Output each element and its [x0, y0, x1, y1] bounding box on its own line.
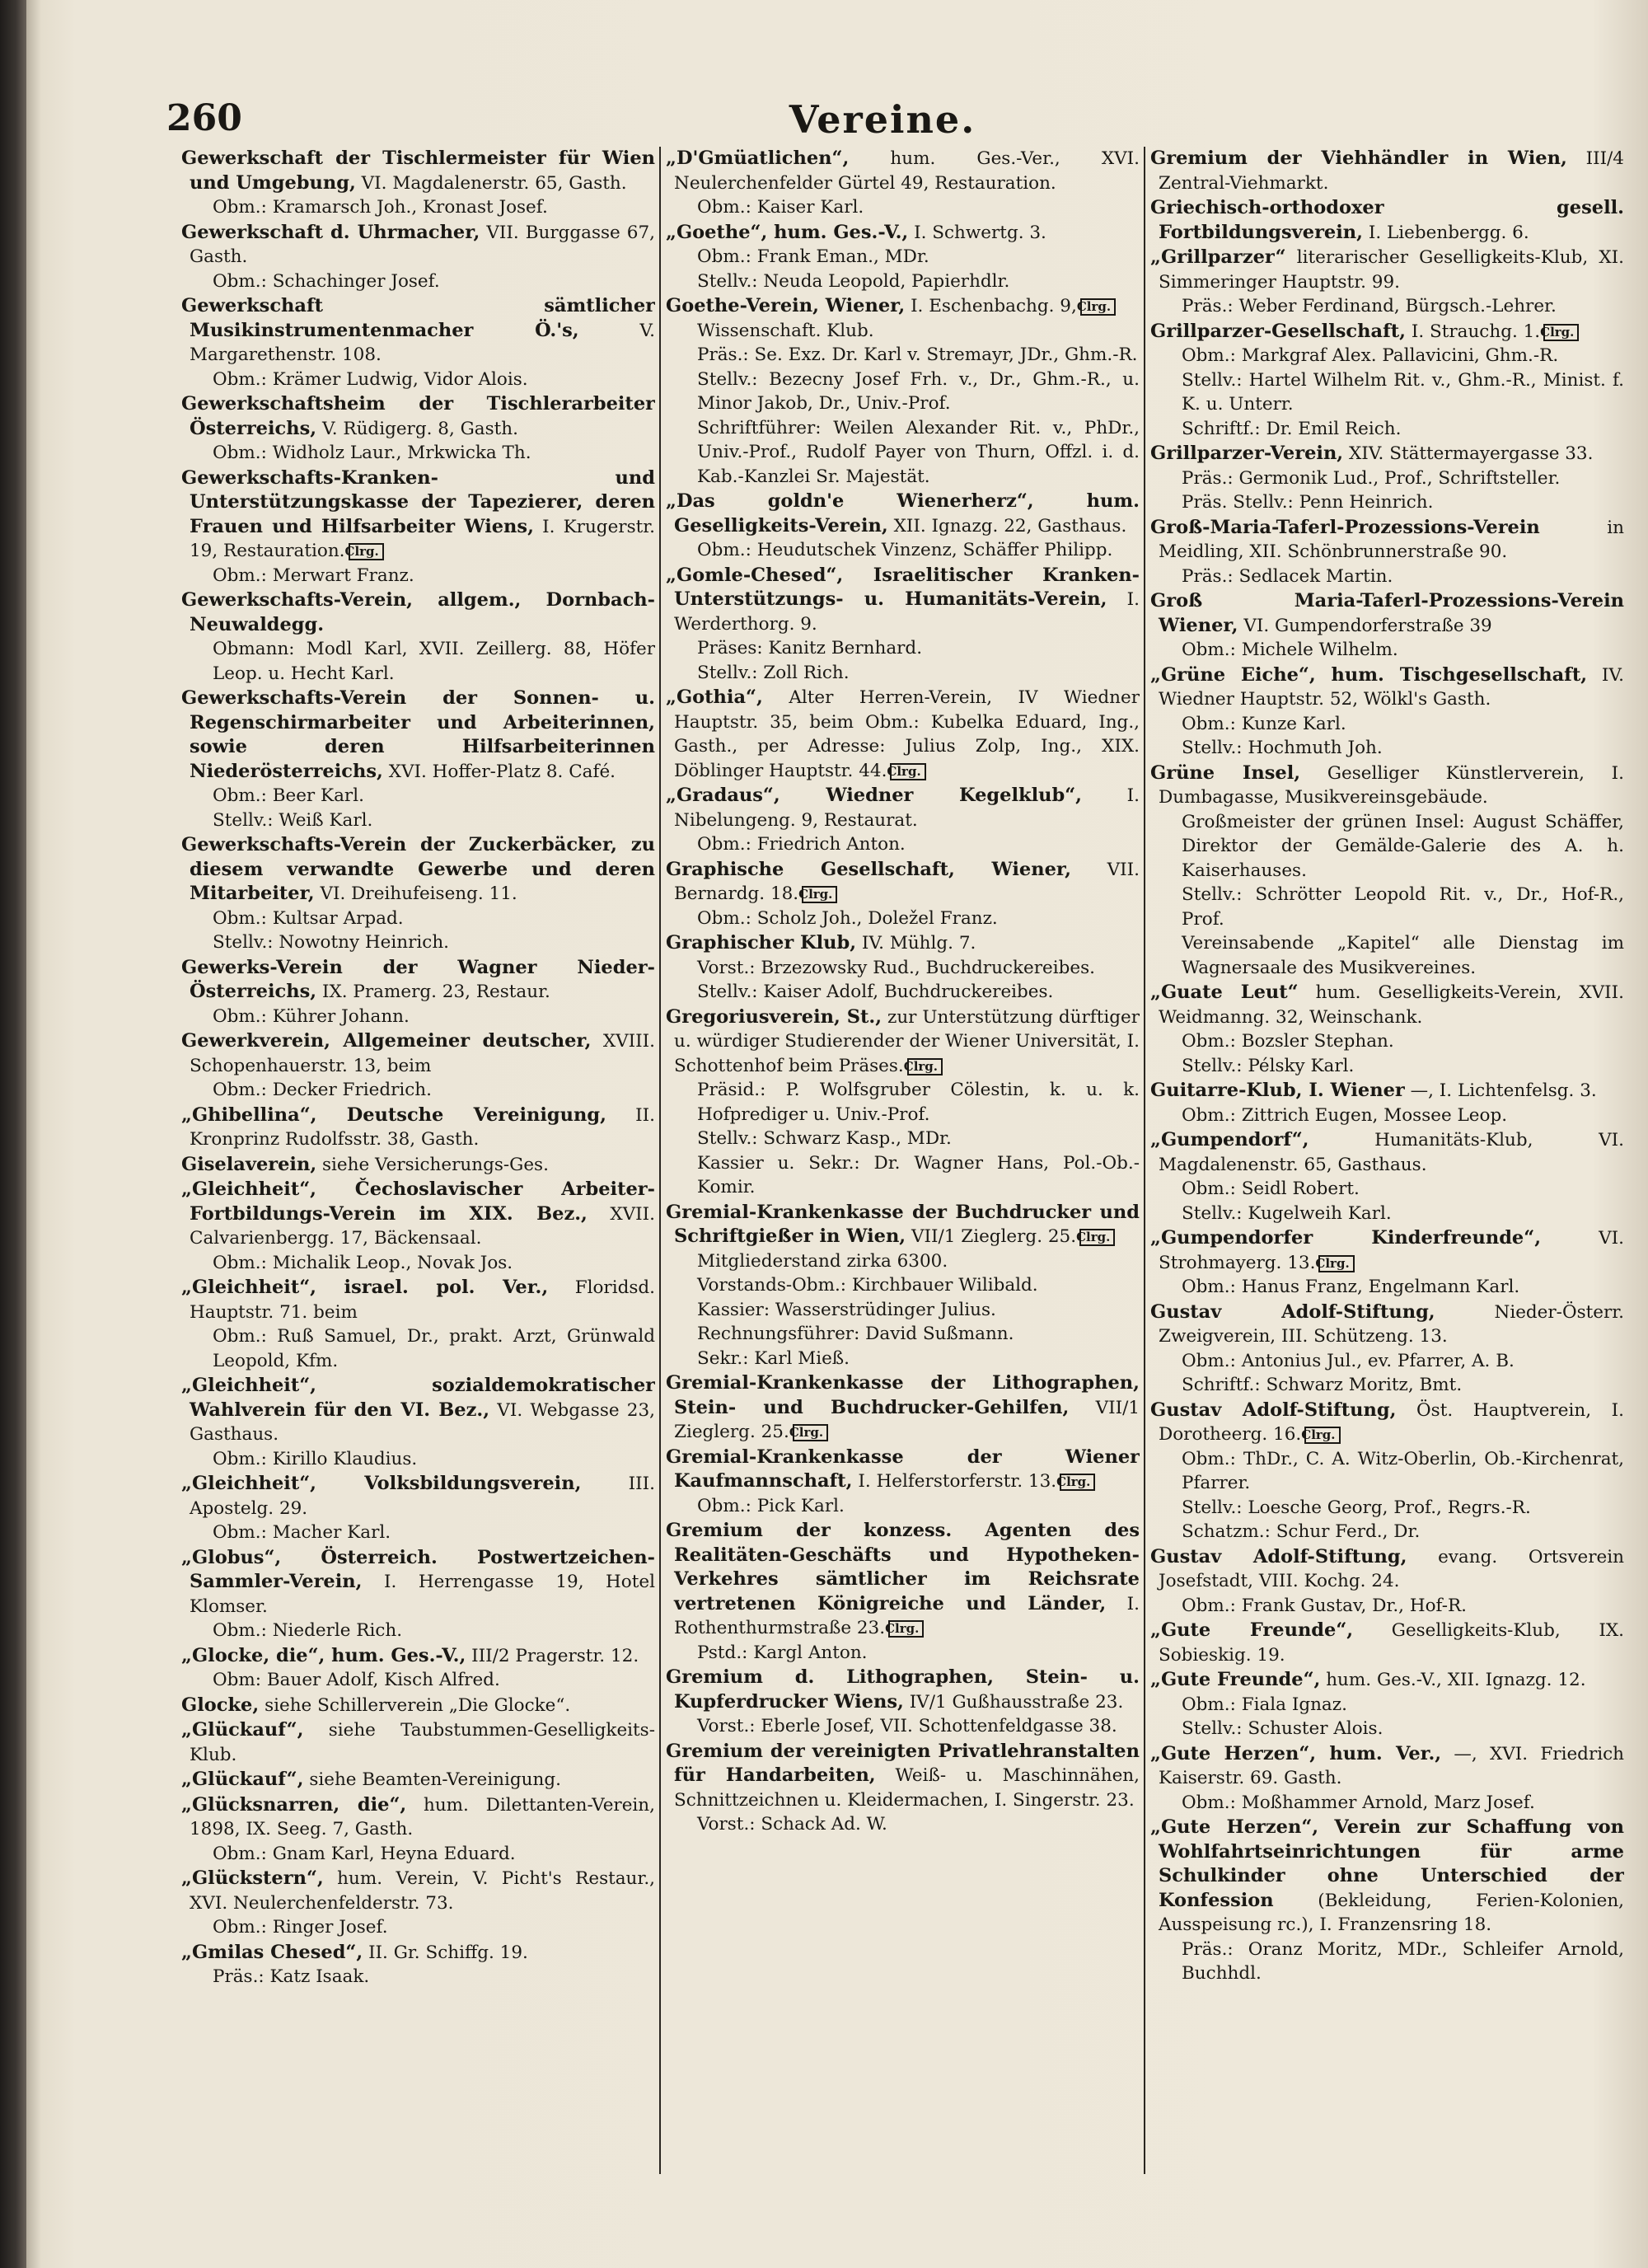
entry-officer-line: Vorst.: Brzezowsky Rud., Buchdruckereibes.	[697, 957, 1095, 978]
entry-heading: „D'Gmüatlichen“,	[666, 148, 850, 169]
entry-officer-line: Obm.: Pick Karl.	[697, 1495, 845, 1516]
entry-heading: „Ghibellina“, Deutsche Vereinigung,	[181, 1104, 606, 1126]
entry-heading: Griechisch-orthodoxer gesell. Fortbildungsverein,	[1150, 197, 1624, 243]
entry-address: VII/1 Zieglerg. 25.	[911, 1226, 1077, 1247]
running-head: Vereine.	[789, 97, 976, 142]
entry-officer-line: Kassier: Wasserstrüdinger Julius.	[697, 1299, 996, 1320]
directory-entry	[1150, 1742, 1624, 1816]
entry-address: V. Rüdigerg. 8, Gasth.	[321, 418, 518, 439]
directory-entry	[181, 1276, 655, 1373]
entry-heading: Gustav Adolf-Stiftung,	[1150, 1300, 1435, 1323]
entry-address: hum. Ges.-Ver., XVI. Neulerchenfelder Gürtel 49, Restauration.	[674, 148, 1140, 194]
directory-entry	[1150, 1079, 1624, 1127]
directory-entry	[666, 784, 1140, 857]
entry-heading: Gremial-Krankenkasse der Lithographen, Stein- und Buchdrucker-Gehilfen,	[666, 1372, 1140, 1418]
directory-entry	[1150, 1816, 1624, 1986]
entry-heading: „Gradaus“, Wiedner Kegelklub“,	[666, 785, 1082, 806]
entry-officer-line: Obm.: Gnam Karl, Heyna Eduard.	[213, 1843, 516, 1864]
entry-officer-line: Obm.: Scholz Joh., Doležel Franz.	[697, 907, 998, 929]
entry-address: IV. Mühlg. 7.	[861, 933, 976, 954]
clearing-badge: Clrg.	[802, 886, 837, 903]
entry-heading: „Glückauf“,	[181, 1769, 304, 1790]
directory-entry	[181, 1178, 655, 1275]
entry-heading: Gregoriusverein, St.,	[666, 1005, 883, 1028]
directory-entry	[181, 392, 655, 466]
directory-entry	[181, 294, 655, 391]
directory-entry	[666, 1519, 1140, 1665]
entry-heading: „Grüne Eiche“, hum. Tischgesellschaft,	[1150, 663, 1588, 686]
entry-address: Weiß- u. Maschinnähen, Schnittzeichnen u. Kleidermachen, I. Singerstr. 23.	[674, 1765, 1140, 1811]
entry-address: II. Kronprinz Rudolfsstr. 38, Gasth.	[190, 1104, 655, 1150]
entry-address: I. Nibelungeng. 9, Restaurat.	[674, 785, 1140, 831]
entry-address: Geselliger Künstlerverein, I. Dumbagasse, Musikvereinsgebäude.	[1159, 762, 1624, 808]
entry-heading: Gustav Adolf-Stiftung,	[1150, 1399, 1397, 1421]
entry-officer-line: Schriftf.: Schwarz Moritz, Bmt.	[1182, 1375, 1463, 1395]
entry-heading: „Gute Freunde“,	[1150, 1619, 1354, 1641]
directory-entry	[1150, 1399, 1624, 1544]
entry-officer-line: Vereinsabende „Kapitel“ alle Dienstag im Wagnersaale des Musikvereines.	[1182, 933, 1624, 978]
directory-entry	[666, 1740, 1140, 1837]
entry-address: VII. Bernardg. 18.	[674, 859, 1140, 904]
directory-entry	[181, 1793, 655, 1867]
entry-officer-line: Obm.: Widholz Laur., Mrkwicka Th.	[213, 443, 531, 463]
entry-officer-line: Obm.: Kunze Karl.	[1182, 713, 1346, 734]
entry-heading: Gewerkschaft d. Uhrmacher,	[181, 221, 480, 243]
directory-entry	[181, 1718, 655, 1767]
entry-address: VII/1 Zieglerg. 25.	[674, 1397, 1140, 1442]
entry-officer-line: Präs.: Oranz Moritz, MDr., Schleifer Arnold, Buchhdl.	[1182, 1938, 1624, 1984]
entry-address: II. Gr. Schiffg. 19.	[368, 1942, 528, 1963]
entry-officer-line: Sekr.: Karl Mieß.	[697, 1347, 850, 1369]
entry-address: XVI. Hoffer-Platz 8. Café.	[388, 761, 616, 782]
directory-entry	[666, 686, 1140, 783]
entry-address: III/2 Pragerstr. 12.	[471, 1645, 639, 1666]
entry-heading: „Gleichheit“, sozialdemokratischer Wahlverein für den VI. Bez.,	[181, 1375, 655, 1421]
directory-entry	[1150, 1128, 1624, 1225]
entry-officer-line: Obm.: Seidl Robert.	[1182, 1179, 1360, 1199]
directory-entry	[1150, 442, 1624, 515]
entry-officer-line: Präs. Stellv.: Penn Heinrich.	[1182, 492, 1434, 513]
entry-officer-line: Obm: Bauer Adolf, Kisch Alfred.	[213, 1670, 500, 1690]
entry-officer-line: Präses: Kanitz Bernhard.	[697, 638, 923, 658]
directory-entry	[1150, 320, 1624, 442]
directory-entry	[666, 294, 1140, 489]
entry-heading: Gewerkschafts-Verein der Zuckerbäcker, zu diesem verwandte Gewerbe und deren Mitarbeiter,	[181, 834, 655, 904]
entry-officer-line: Wissenschaft. Klub.	[697, 320, 874, 341]
directory-entry	[1150, 981, 1624, 1078]
entry-officer-line: Pstd.: Kargl Anton.	[697, 1642, 868, 1663]
entry-heading: Gewerkschaft sämtlicher Musikinstrumentenmacher Ö.'s,	[181, 295, 655, 341]
entry-officer-line: Kassier u. Sekr.: Dr. Wagner Hans, Pol.-Ob.-Komir.	[697, 1152, 1140, 1197]
entry-officer-line: Obm.: Hanus Franz, Engelmann Karl.	[1182, 1277, 1520, 1297]
column-divider	[659, 147, 661, 2174]
entry-address: VI. Gumpendorferstraße 39	[1243, 615, 1492, 636]
entry-officer-line: Obm.: Frank Gustav, Dr., Hof-R.	[1182, 1595, 1468, 1616]
entry-address: I. Krugerstr. 19, Restauration.	[190, 516, 655, 561]
entry-officer-line: Mitgliederstand zirka 6300.	[697, 1250, 948, 1272]
directory-entry	[1150, 1300, 1624, 1398]
entry-heading: Gremium der vereinigten Privatlehranstalten für Handarbeiten,	[666, 1740, 1140, 1786]
entry-officer-line: Obm.: Kramarsch Joh., Kronast Josef.	[213, 197, 548, 218]
entry-address: XVII. Calvarienbergg. 17, Bäckensaal.	[190, 1203, 655, 1249]
entry-officer-line: Obm.: Bozsler Stephan.	[1182, 1031, 1394, 1052]
clearing-badge: Clrg.	[1079, 1229, 1115, 1246]
entry-address: siehe Beamten-Vereinigung.	[309, 1769, 561, 1790]
entry-officer-line: Obm.: Beer Karl.	[213, 785, 364, 806]
entry-officer-line: Obm.: Moßhammer Arnold, Marz Josef.	[1182, 1792, 1535, 1813]
entry-heading: Gewerkschaftsheim der Tischlerarbeiter Österreichs,	[181, 393, 655, 439]
entry-address: —, I. Lichtenfelsg. 3.	[1410, 1080, 1597, 1101]
entry-address: III. Apostelg. 29.	[190, 1474, 655, 1519]
entry-address: Nieder-Österr. Zweigverein, III. Schützeng. 13.	[1159, 1301, 1624, 1347]
entry-heading: Gewerkschafts-Verein der Sonnen- u. Regenschirmarbeiter und Arbeiterinnen, sowie deren Hilfsarbeiterinnen Niederösterreichs,	[181, 687, 655, 782]
entry-officer-line: Obm.: Kirillo Klaudius.	[213, 1448, 418, 1469]
entry-officer-line: Großmeister der grünen Insel: August Schäffer, Direktor der Gemälde-Galerie des A. h. Kaiserhauses.	[1182, 811, 1624, 881]
entry-heading: „Grillparzer“	[1150, 246, 1286, 268]
entry-officer-line: Schriftf.: Dr. Emil Reich.	[1182, 418, 1402, 439]
entry-address: I. Werderthorg. 9.	[674, 589, 1140, 635]
entry-address: XVIII. Schopenhauerstr. 13, beim	[190, 1031, 655, 1076]
directory-entry	[1150, 1668, 1624, 1741]
entry-heading: Gremium der Viehhändler in Wien,	[1150, 148, 1567, 169]
page-header	[166, 97, 1599, 147]
directory-entry	[666, 221, 1140, 294]
entry-officer-line: Stellv.: Pélsky Karl.	[1182, 1055, 1355, 1076]
directory-entry	[181, 221, 655, 294]
entry-address: —, XVI. Friedrich Kaiserstr. 69. Gasth.	[1159, 1743, 1624, 1788]
entry-address: Humanitäts-Klub, VI. Magdalenenstr. 65, Gasthaus.	[1159, 1130, 1624, 1175]
entry-officer-line: Obm.: Michalik Leop., Novak Jos.	[213, 1252, 513, 1273]
entry-address: IV/1 Gußhausstraße 23.	[909, 1691, 1124, 1713]
directory-entry	[666, 147, 1140, 220]
entry-address: I. Herrengasse 19, Hotel Klomser.	[190, 1572, 655, 1617]
entry-officer-line: Obm.: Fiala Ignaz.	[1182, 1694, 1347, 1715]
clearing-badge: Clrg.	[349, 543, 384, 560]
book-page	[26, 0, 1648, 2268]
entry-heading: Groß-Maria-Taferl-Prozessions-Verein	[1150, 516, 1540, 538]
entry-officer-line: Obm.: Heudutschek Vinzenz, Schäffer Philipp.	[697, 540, 1113, 560]
entry-officer-line: Obm.: Kührer Johann.	[213, 1005, 410, 1027]
entry-officer-line: Vorst.: Schack Ad. W.	[697, 1814, 887, 1835]
entry-officer-line: Obm.: Niederle Rich.	[213, 1620, 403, 1641]
entry-officer-line: Obm.: Decker Friedrich.	[213, 1080, 432, 1100]
entry-address: (Bekleidung, Ferien-Kolonien, Ausspeisung rc.), I. Franzensring 18.	[1159, 1890, 1624, 1935]
directory-entry	[1150, 516, 1624, 589]
entry-officer-line: Obm.: Antonius Jul., ev. Pfarrer, A. B.	[1182, 1350, 1515, 1371]
entry-address: I. Liebenbergg. 6.	[1368, 222, 1529, 243]
directory-entry	[181, 1029, 655, 1103]
entry-address: hum. Verein, V. Picht's Restaur., XVI. Neulerchenfelderstr. 73.	[190, 1868, 655, 1914]
entry-heading: Groß Maria-Taferl-Prozessions-Verein Wiener,	[1150, 590, 1624, 636]
entry-officer-line: Obm.: Kaiser Karl.	[697, 197, 864, 218]
entry-address: I. Rothenthurmstraße 23.	[674, 1593, 1140, 1638]
entry-officer-line: Stellv.: Schwarz Kasp., MDr.	[697, 1128, 952, 1149]
directory-entry	[181, 466, 655, 588]
entry-heading: Gewerkschaft der Tischlermeister für Wien und Umgebung,	[181, 148, 655, 194]
directory-entry	[181, 1153, 655, 1178]
entry-officer-line: Präs.: Katz Isaak.	[213, 1966, 370, 1987]
entry-officer-line: Obm.: Merwart Franz.	[213, 565, 414, 586]
directory-entry	[181, 1867, 655, 1940]
clearing-badge: Clrg.	[1318, 1255, 1354, 1272]
directory-entry	[666, 1005, 1140, 1200]
directory-entry	[181, 588, 655, 686]
column-middle	[666, 147, 1140, 2248]
entry-heading: „Glücksnarren, die“,	[181, 1793, 407, 1816]
entry-officer-line: Obm.: Zittrich Eugen, Mossee Leop.	[1182, 1104, 1508, 1126]
entry-heading: „Gute Herzen“, Verein zur Schaffung von Wohlfahrtseinrichtungen für arme Schulkinder ohne Unterschied der Konfession	[1150, 1816, 1624, 1911]
directory-entry	[1150, 1226, 1624, 1300]
book-spine	[0, 0, 26, 2268]
clearing-badge: Clrg.	[1304, 1427, 1340, 1444]
entry-officer-line: Stellv.: Hochmuth Joh.	[1182, 738, 1383, 758]
entry-heading: Gewerks-Verein der Wagner Nieder-Österreichs,	[181, 956, 655, 1002]
directory-entry	[1150, 1619, 1624, 1667]
entry-heading: Gremium d. Lithographen, Stein- u. Kupferdrucker Wiens,	[666, 1666, 1140, 1713]
entry-heading: „Guate Leut“	[1150, 982, 1299, 1003]
entry-heading: Grüne Insel,	[1150, 761, 1301, 784]
entry-heading: Gremium der konzess. Agenten des Realitäten-Geschäfts und Hypotheken-Verkehres sämtlicher im Reichsrate vertretenen Königreiche und Länder,	[666, 1520, 1140, 1614]
entry-officer-line: Obm.: Ruß Samuel, Dr., prakt. Arzt, Grünwald Leopold, Kfm.	[213, 1326, 655, 1371]
directory-entry	[1150, 246, 1624, 319]
directory-entry	[181, 1644, 655, 1693]
entry-heading: „Goethe“, hum. Ges.-V.,	[666, 221, 909, 243]
entry-heading: Graphische Gesellschaft, Wiener,	[666, 858, 1071, 880]
entry-officer-line: Stellv.: Neuda Leopold, Papierhdlr.	[697, 270, 1010, 292]
entry-address: I. Schwertg. 3.	[914, 222, 1046, 243]
entry-heading: Gewerkschafts-Kranken- und Unterstützungskasse der Tapezierer, deren Frauen und Hilfsarbeiter Wiens,	[181, 466, 655, 537]
entry-address: IX. Pramerg. 23, Restaur.	[321, 982, 550, 1002]
entry-officer-line: Stellv.: Hartel Wilhelm Rit. v., Ghm.-R., Minist. f. K. u. Unterr.	[1182, 369, 1624, 415]
entry-heading: „Glückstern“,	[181, 1867, 324, 1889]
directory-entry	[181, 1546, 655, 1643]
entry-officer-line: Stellv.: Weiß Karl.	[213, 809, 373, 831]
entry-officer-line: Präs.: Se. Exz. Dr. Karl v. Stremayr, JDr., Ghm.-R.	[697, 344, 1138, 365]
clearing-badge: Clrg.	[888, 1620, 924, 1638]
column-right	[1150, 147, 1624, 2248]
directory-entry	[181, 147, 655, 220]
entry-address: siehe Taubstummen-Geselligkeits-Klub.	[190, 1720, 655, 1765]
entry-heading: Gustav Adolf-Stiftung,	[1150, 1545, 1407, 1567]
entry-officer-line: Obm.: Markgraf Alex. Pallavicini, Ghm.-R.	[1182, 345, 1559, 366]
entry-heading: „Gleichheit“, Čechoslavischer Arbeiter-Fortbildungs-Verein im XIX. Bez.,	[181, 1179, 655, 1225]
directory-entry	[1150, 147, 1624, 195]
entry-heading: „Globus“, Österreich. Postwertzeichen-Sammler-Verein,	[181, 1546, 655, 1592]
entry-officer-line: Obm.: Macher Karl.	[213, 1522, 391, 1543]
entry-heading: Glocke,	[181, 1694, 260, 1716]
entry-heading: Gewerkschafts-Verein, allgem., Dornbach-Neuwaldegg.	[181, 589, 655, 635]
entry-officer-line: Rechnungsführer: David Sußmann.	[697, 1324, 1014, 1344]
entry-officer-line: Stellv.: Kaiser Adolf, Buchdruckereibes.	[697, 982, 1054, 1002]
directory-entry	[1150, 589, 1624, 663]
entry-address: Floridsd. Hauptstr. 71. beim	[190, 1277, 655, 1323]
entry-heading: „Gute Herzen“, hum. Ver.,	[1150, 1742, 1442, 1764]
entry-officer-line: Obm.: ThDr., C. A. Witz-Oberlin, Ob.-Kirchenrat, Pfarrer.	[1182, 1448, 1624, 1493]
clearing-badge: Clrg.	[907, 1058, 943, 1075]
entry-heading: Giselaverein,	[181, 1153, 317, 1175]
entry-address: III/4 Zentral-Viehmarkt.	[1159, 148, 1624, 194]
entry-officer-line: Obm.: Krämer Ludwig, Vidor Alois.	[213, 368, 528, 390]
entry-heading: „Gumpendorfer Kinderfreunde“,	[1150, 1227, 1542, 1249]
entry-address: Geselligkeits-Klub, IX. Sobieskig. 19.	[1159, 1620, 1624, 1666]
directory-entry	[1150, 663, 1624, 761]
directory-entry	[666, 564, 1140, 686]
entry-officer-line: Stellv.: Zoll Rich.	[697, 662, 850, 683]
entry-heading: „Gumpendorf“,	[1150, 1129, 1309, 1150]
directory-entry	[666, 931, 1140, 1005]
clearing-badge: Clrg.	[793, 1424, 828, 1441]
directory-entry	[1150, 196, 1624, 245]
entry-address: IV. Wiedner Hauptstr. 52, Wölkl's Gasth.	[1159, 664, 1624, 710]
entry-officer-line: Stellv.: Kugelweih Karl.	[1182, 1202, 1392, 1224]
entry-officer-line: Obm.: Michele Wilhelm.	[1182, 640, 1398, 660]
entry-address: evang. Ortsverein Josefstadt, VIII. Kochg. 24.	[1159, 1546, 1624, 1591]
entry-officer-line: Präs.: Sedlacek Martin.	[1182, 565, 1393, 587]
entry-address: VI. Webgasse 23, Gasthaus.	[190, 1399, 655, 1445]
entry-address: siehe Schillerverein „Die Glocke“.	[265, 1694, 571, 1716]
entry-officer-line: Obm.: Friedrich Anton.	[697, 834, 906, 855]
entry-address: I. Helferstorferstr. 13.	[858, 1471, 1057, 1492]
entry-address: hum. Dilettanten-Verein, 1898, IX. Seeg. 7, Gasth.	[190, 1794, 655, 1839]
directory-entry	[1150, 1545, 1624, 1619]
entry-address: VI. Magdalenerstr. 65, Gasth.	[361, 172, 627, 194]
entry-heading: Gremial-Krankenkasse der Buchdrucker und Schriftgießer in Wien,	[666, 1201, 1140, 1247]
entry-address: I. Eschenbachg. 9,	[911, 296, 1077, 316]
directory-entry	[181, 1472, 655, 1545]
entry-address: VII. Burggasse 67, Gasth.	[190, 222, 655, 267]
entry-address: in Meidling, XII. Schönbrunnerstraße 90.	[1159, 517, 1624, 562]
entry-address: zur Unterstützung dürftiger u. würdiger Studierender der Wiener Universität, I. Schottenhof beim Präses.	[674, 1006, 1140, 1076]
entry-address: siehe Versicherungs-Ges.	[322, 1154, 549, 1175]
entry-heading: Gremial-Krankenkasse der Wiener Kaufmannschaft,	[666, 1446, 1140, 1492]
entry-heading: „Gomle-Chesed“, Israelitischer Kranken-Unterstützungs- u. Humanitäts-Verein,	[666, 564, 1140, 610]
entry-heading: Grillparzer-Verein,	[1150, 443, 1344, 464]
entry-officer-line: Stellv.: Schuster Alois.	[1182, 1718, 1383, 1739]
clearing-badge: Clrg.	[1060, 1474, 1095, 1491]
directory-entry	[181, 1694, 655, 1718]
entry-officer-line: Stellv.: Schrötter Leopold Rit. v., Dr., Hof-R., Prof.	[1182, 884, 1624, 930]
directory-entry	[1150, 761, 1624, 981]
directory-entry	[181, 956, 655, 1029]
entry-heading: „Gleichheit“, israel. pol. Ver.,	[181, 1277, 549, 1298]
entry-heading: „Glückauf“,	[181, 1719, 304, 1741]
entry-officer-line: Präs.: Germonik Lud., Prof., Schriftsteller.	[1182, 467, 1561, 489]
entry-officer-line: Obm.: Kultsar Arpad.	[213, 907, 404, 929]
entry-address: Öst. Hauptverein, I. Dorotheerg. 16.	[1159, 1399, 1624, 1445]
directory-entry	[181, 833, 655, 955]
entry-address: VI. Strohmayerg. 13.	[1159, 1228, 1624, 1273]
entry-officer-line: Stellv.: Bezecny Josef Frh. v., Dr., Ghm.-R., u. Minor Jakob, Dr., Univ.-Prof.	[697, 368, 1140, 414]
entry-address: Alter Herren-Verein, IV Wiedner Hauptstr. 35, beim Obm.: Kubelka Eduard, Ing., Gasth., per Adresse: Julius Zolp, Ing., XIX. Döblinger Hauptstr. 44.	[674, 687, 1140, 781]
entry-officer-line: Obm.: Ringer Josef.	[213, 1917, 388, 1938]
directory-entry	[181, 1374, 655, 1471]
entry-officer-line: Präs.: Weber Ferdinand, Bürgsch.-Lehrer.	[1182, 296, 1557, 316]
entry-officer-line: Schriftführer: Weilen Alexander Rit. v., PhDr., Univ.-Prof., Rudolf Payer von Thurn, Offzl. i. d. Kab.-Kanzlei Sr. Majestät.	[697, 417, 1140, 487]
directory-entry	[181, 1768, 655, 1792]
directory-columns	[181, 147, 1648, 2256]
entry-officer-line: Obm.: Schachinger Josef.	[213, 270, 440, 292]
entry-address: XIV. Stättermayergasse 33.	[1348, 443, 1594, 464]
entry-address: VI. Dreihufeiseng. 11.	[320, 883, 517, 904]
directory-entry	[181, 686, 655, 832]
entry-officer-line: Stellv.: Loesche Georg, Prof., Regrs.-R.	[1182, 1497, 1531, 1518]
entry-address: hum. Ges.-V., XII. Ignazg. 12.	[1326, 1670, 1586, 1690]
clearing-badge: Clrg.	[1080, 298, 1116, 316]
entry-address: hum. Geselligkeits-Verein, XVII. Weidmanng. 32, Weinschank.	[1159, 982, 1624, 1028]
entry-heading: Graphischer Klub,	[666, 932, 857, 954]
page-number: 260	[166, 97, 242, 139]
directory-entry	[666, 1666, 1140, 1739]
directory-entry	[666, 1446, 1140, 1519]
entry-heading: Guitarre-Klub, I. Wiener	[1150, 1080, 1405, 1101]
entry-heading: „Gleichheit“, Volksbildungsverein,	[181, 1473, 582, 1494]
entry-heading: Gewerkverein, Allgemeiner deutscher,	[181, 1030, 592, 1052]
entry-address: I. Strauchg. 1.	[1411, 321, 1541, 342]
column-left	[181, 147, 655, 2248]
directory-entry	[666, 1371, 1140, 1445]
clearing-badge: Clrg.	[890, 763, 925, 780]
entry-address: V. Margarethenstr. 108.	[190, 320, 655, 365]
entry-officer-line: Obm.: Frank Eman., MDr.	[697, 246, 929, 267]
entry-heading: Goethe-Verein, Wiener,	[666, 295, 906, 316]
entry-heading: „Gmilas Chesed“,	[181, 1941, 363, 1963]
entry-officer-line: Präsid.: P. Wolfsgruber Cölestin, k. u. k. Hofprediger u. Univ.-Prof.	[697, 1080, 1140, 1125]
directory-entry	[181, 1104, 655, 1152]
entry-officer-line: Vorst.: Eberle Josef, VII. Schottenfeldgasse 38.	[697, 1716, 1117, 1736]
entry-officer-line: Schatzm.: Schur Ferd., Dr.	[1182, 1521, 1421, 1542]
clearing-badge: Clrg.	[1543, 324, 1579, 341]
directory-entry	[666, 1201, 1140, 1371]
directory-entry	[666, 490, 1140, 563]
entry-officer-line: Stellv.: Nowotny Heinrich.	[213, 932, 449, 953]
entry-heading: „Gute Freunde“,	[1150, 1669, 1321, 1690]
entry-address: literarischer Geselligkeits-Klub, XI. Simmeringer Hauptstr. 99.	[1159, 247, 1624, 293]
directory-entry	[666, 858, 1140, 931]
entry-heading: „Gothia“,	[666, 686, 763, 708]
entry-address: XII. Ignazg. 22, Gasthaus.	[893, 515, 1127, 537]
directory-entry	[181, 1941, 655, 1989]
entry-heading: Grillparzer-Gesellschaft,	[1150, 320, 1406, 342]
entry-heading: „Das goldn'e Wienerherz“, hum. Geselligkeits-Verein,	[666, 490, 1140, 537]
column-divider	[1144, 147, 1145, 2174]
entry-officer-line: Obmann: Modl Karl, XVII. Zeillerg. 88, Höfer Leop. u. Hecht Karl.	[213, 639, 655, 684]
entry-heading: „Glocke, die“, hum. Ges.-V.,	[181, 1644, 466, 1666]
entry-officer-line: Vorstands-Obm.: Kirchbauer Wilibald.	[697, 1275, 1038, 1296]
